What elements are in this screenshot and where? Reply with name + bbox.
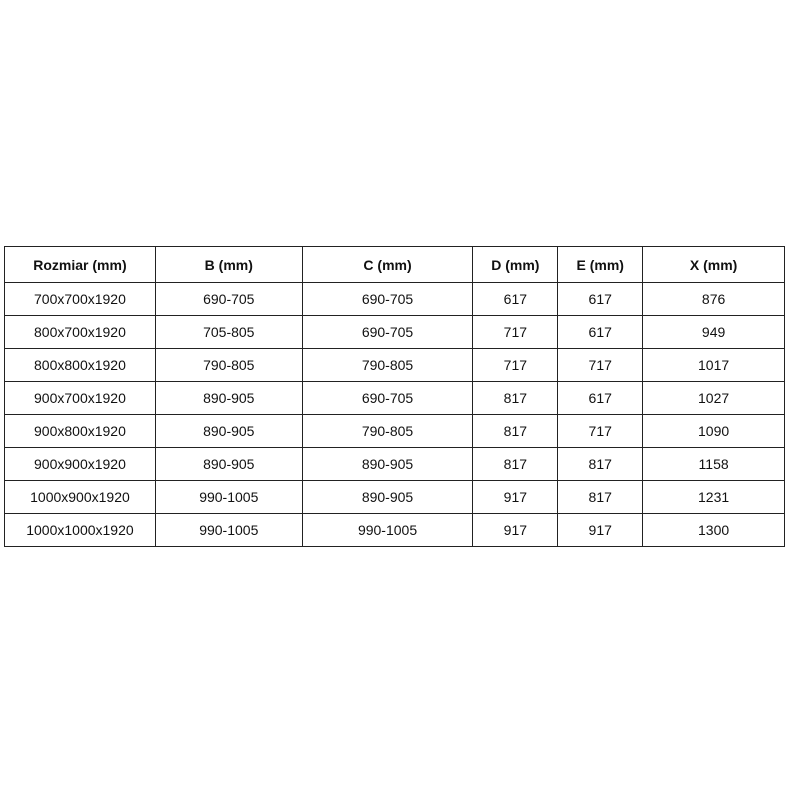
cell-b: 890-905 (155, 382, 302, 415)
cell-c: 690-705 (302, 316, 473, 349)
cell-e: 617 (558, 316, 643, 349)
cell-d: 817 (473, 448, 558, 481)
cell-d: 717 (473, 316, 558, 349)
header-d: D (mm) (473, 247, 558, 283)
header-b: B (mm) (155, 247, 302, 283)
cell-b: 705-805 (155, 316, 302, 349)
cell-b: 790-805 (155, 349, 302, 382)
header-c: C (mm) (302, 247, 473, 283)
cell-b: 890-905 (155, 415, 302, 448)
cell-c: 690-705 (302, 382, 473, 415)
cell-x: 1017 (643, 349, 785, 382)
table-row (5, 448, 785, 481)
table-row (5, 283, 785, 316)
cell-rozmiar: 900x700x1920 (5, 382, 156, 415)
cell-rozmiar: 800x700x1920 (5, 316, 156, 349)
cell-c: 890-905 (302, 481, 473, 514)
table-row (5, 316, 785, 349)
cell-d: 817 (473, 415, 558, 448)
cell-c: 790-805 (302, 415, 473, 448)
cell-rozmiar: 700x700x1920 (5, 283, 156, 316)
table-row (5, 481, 785, 514)
cell-b: 690-705 (155, 283, 302, 316)
cell-b: 990-1005 (155, 514, 302, 547)
cell-e: 717 (558, 349, 643, 382)
table-row (5, 415, 785, 448)
cell-rozmiar: 900x800x1920 (5, 415, 156, 448)
cell-rozmiar: 1000x900x1920 (5, 481, 156, 514)
cell-rozmiar: 800x800x1920 (5, 349, 156, 382)
cell-x: 1027 (643, 382, 785, 415)
cell-e: 817 (558, 448, 643, 481)
cell-d: 617 (473, 283, 558, 316)
table-row (5, 349, 785, 382)
cell-rozmiar: 900x900x1920 (5, 448, 156, 481)
cell-c: 890-905 (302, 448, 473, 481)
cell-b: 990-1005 (155, 481, 302, 514)
cell-e: 617 (558, 283, 643, 316)
cell-x: 876 (643, 283, 785, 316)
header-e: E (mm) (558, 247, 643, 283)
cell-e: 617 (558, 382, 643, 415)
dimensions-table (4, 246, 785, 547)
table-header-row (5, 247, 785, 283)
cell-b: 890-905 (155, 448, 302, 481)
cell-e: 817 (558, 481, 643, 514)
table-row (5, 514, 785, 547)
cell-c: 690-705 (302, 283, 473, 316)
cell-d: 717 (473, 349, 558, 382)
cell-x: 1231 (643, 481, 785, 514)
cell-e: 917 (558, 514, 643, 547)
cell-x: 1090 (643, 415, 785, 448)
cell-e: 717 (558, 415, 643, 448)
cell-c: 990-1005 (302, 514, 473, 547)
cell-x: 1158 (643, 448, 785, 481)
cell-rozmiar: 1000x1000x1920 (5, 514, 156, 547)
header-rozmiar: Rozmiar (mm) (5, 247, 156, 283)
table-row (5, 382, 785, 415)
cell-x: 1300 (643, 514, 785, 547)
cell-d: 917 (473, 514, 558, 547)
cell-x: 949 (643, 316, 785, 349)
cell-d: 817 (473, 382, 558, 415)
cell-d: 917 (473, 481, 558, 514)
cell-c: 790-805 (302, 349, 473, 382)
header-x: X (mm) (643, 247, 785, 283)
